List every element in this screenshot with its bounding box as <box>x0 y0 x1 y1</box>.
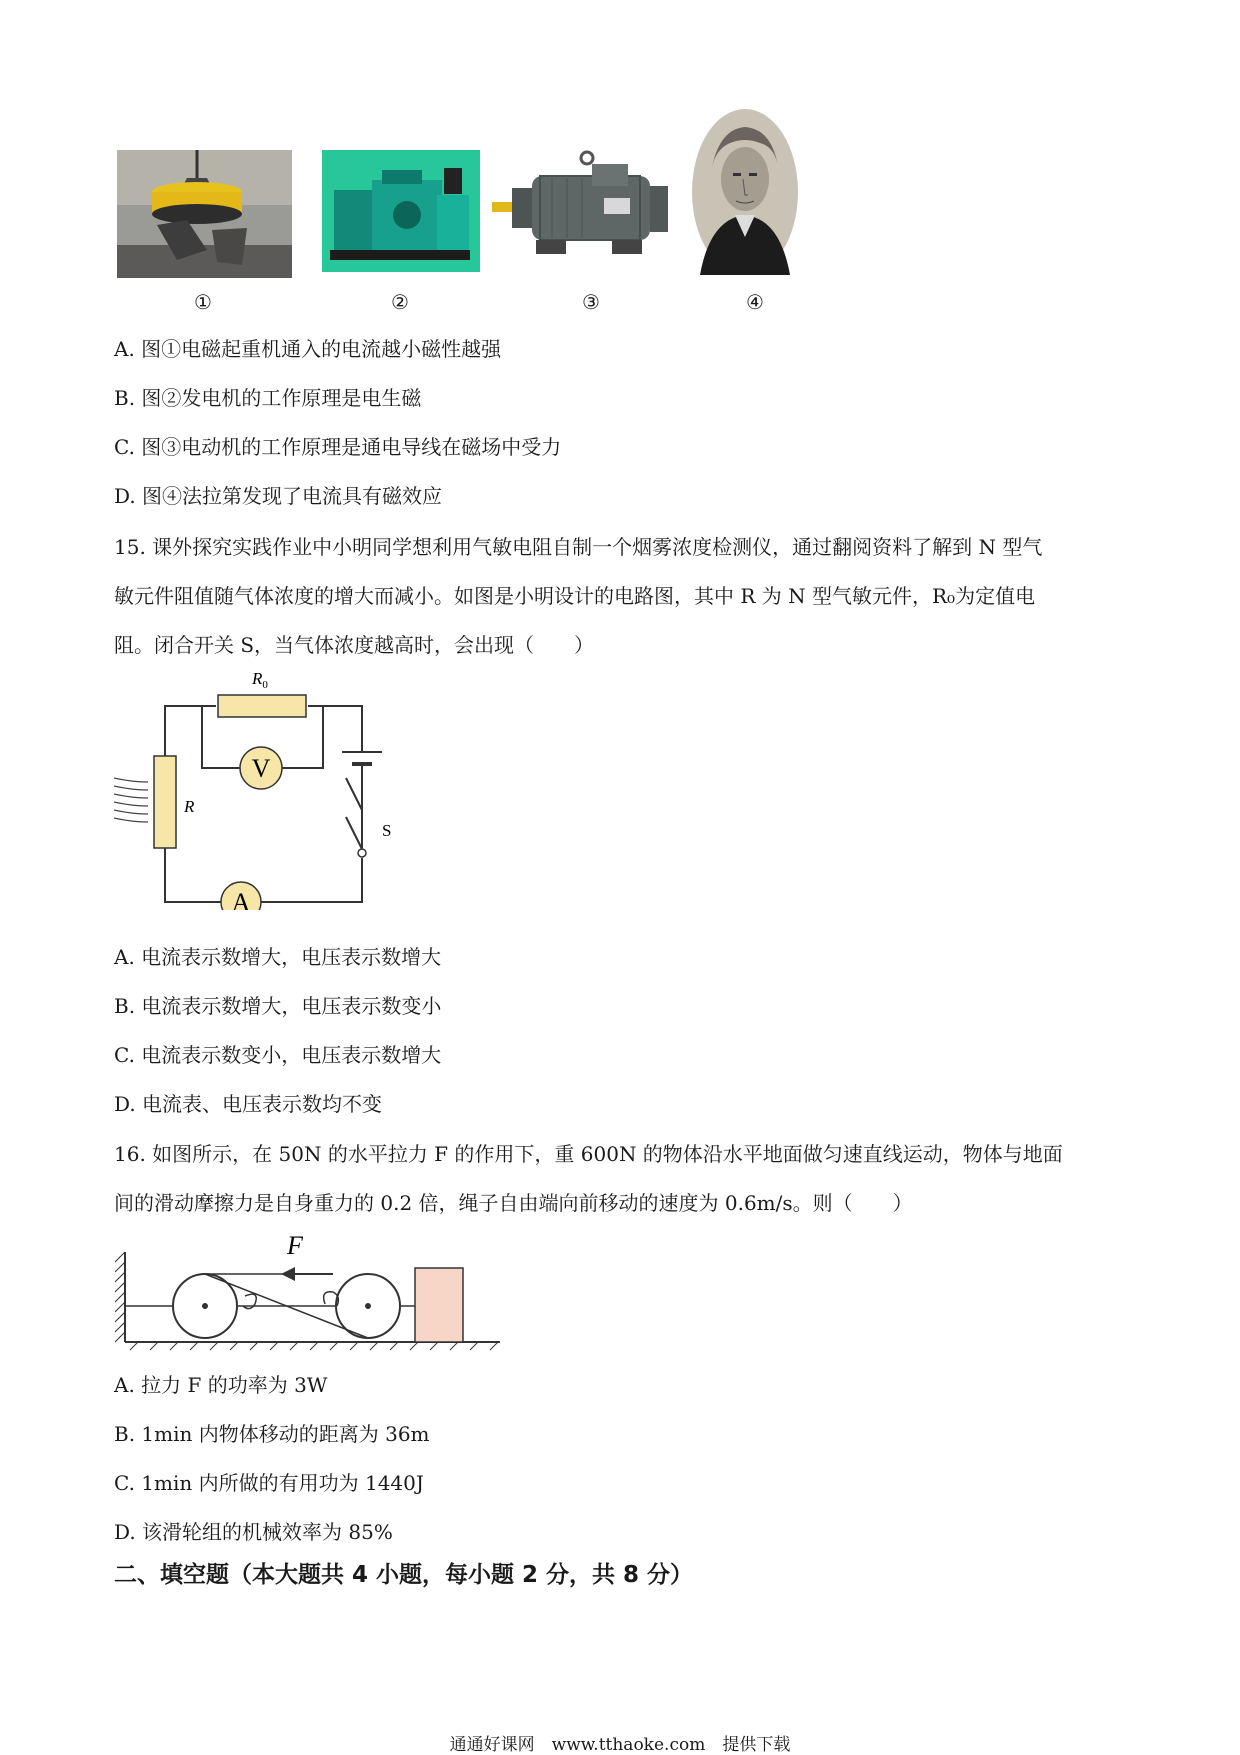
switch-s <box>346 778 362 810</box>
r0-label: $R_0$ <box>252 669 268 691</box>
q15-stem-line-1: 15. 课外探究实践作业中小明同学想利用气敏电阻自制一个烟雾浓度检测仪，通过翻阅资料了解到 N 型气 <box>114 535 1043 559</box>
figure-caption-2: ② <box>391 290 409 314</box>
gas-sensor-resistor <box>154 756 176 848</box>
figure-caption-4: ④ <box>746 290 764 314</box>
q15-circuit-diagram <box>110 660 410 910</box>
q16-option-c: C. 1min 内所做的有用功为 1440J <box>114 1471 424 1495</box>
force-label: F <box>287 1232 303 1260</box>
q15-option-b: B. 电流表示数增大，电压表示数变小 <box>114 994 442 1018</box>
q15-stem-line-2: 敏元件阻值随气体浓度的增大而减小。如图是小明设计的电路图，其中 R 为 N 型气敏元件，R₀为定值电 <box>114 584 1036 608</box>
generator-photo <box>322 150 480 272</box>
switch-label: S <box>382 821 392 840</box>
q16-option-d: D. 该滑轮组的机械效率为 85% <box>114 1520 393 1544</box>
electromagnetic-crane-photo <box>117 150 292 278</box>
figure-caption-3: ③ <box>582 290 600 314</box>
ammeter-label: A <box>231 888 251 910</box>
q15-stem-line-3: 阻。闭合开关 S，当气体浓度越高时，会出现（ ） <box>114 633 595 657</box>
page-footer: 通通好课网 www.tthaoke.com 提供下载 <box>449 1735 791 1755</box>
voltmeter-label: V <box>251 754 271 783</box>
section-title: 二、填空题（本大题共 4 小题，每小题 2 分，共 8 分） <box>114 1562 694 1588</box>
faraday-portrait <box>690 107 800 277</box>
object-block <box>415 1268 463 1342</box>
q16-option-a: A. 拉力 F 的功率为 3W <box>114 1373 328 1397</box>
figure-caption-1: ① <box>194 290 212 314</box>
q16-stem-line-2: 间的滑动摩擦力是自身重力的 0.2 倍，绳子自由端向前移动的速度为 0.6m/s。则（ ） <box>114 1191 913 1215</box>
q15-option-d: D. 电流表、电压表示数均不变 <box>114 1092 383 1116</box>
r0-resistor <box>218 695 306 717</box>
q14-option-c: C. 图③电动机的工作原理是通电导线在磁场中受力 <box>114 435 562 459</box>
q15-option-a: A. 电流表示数增大，电压表示数增大 <box>114 945 442 969</box>
q14-option-b: B. 图②发电机的工作原理是电生磁 <box>114 386 422 410</box>
q14-option-d: D. 图④法拉第发现了电流具有磁效应 <box>114 484 443 508</box>
electric-motor-photo <box>492 150 670 270</box>
r-label: R <box>184 797 195 816</box>
q15-option-c: C. 电流表示数变小，电压表示数增大 <box>114 1043 442 1067</box>
q16-stem-line-1: 16. 如图所示，在 50N 的水平拉力 F 的作用下，重 600N 的物体沿水平地面做匀速直线运动，物体与地面 <box>114 1142 1063 1166</box>
q16-option-b: B. 1min 内物体移动的距离为 36m <box>114 1422 430 1446</box>
q14-option-a: A. 图①电磁起重机通入的电流越小磁性越强 <box>114 337 502 361</box>
q16-pulley-diagram <box>115 1232 505 1357</box>
